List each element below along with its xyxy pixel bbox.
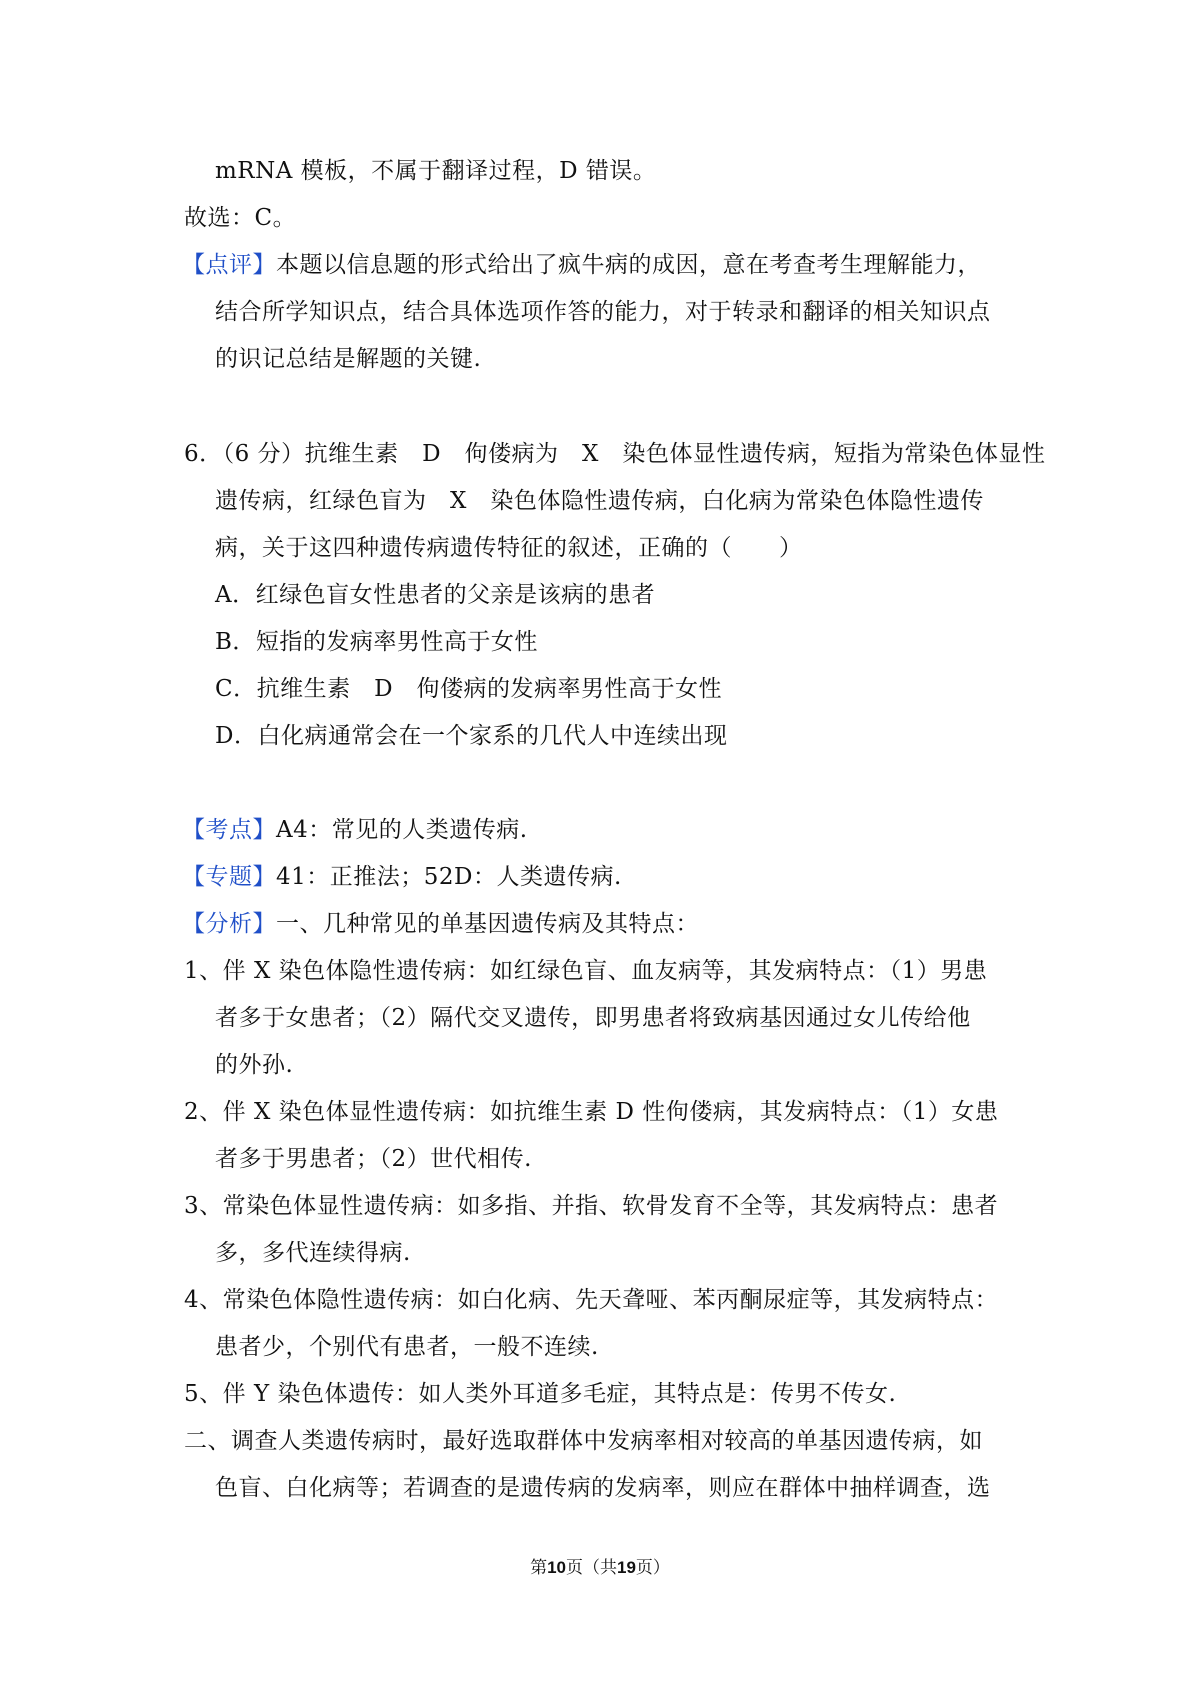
analysis-point: 5、伴 Y 染色体遗传：如人类外耳道多毛症，其特点是：传男不传女. bbox=[184, 1381, 897, 1407]
text-line: 患者少，个别代有患者，一般不连续. bbox=[215, 1334, 599, 1360]
page-number: 10 bbox=[547, 1558, 566, 1577]
analysis-point: 1、伴 X 染色体隐性遗传病：如红绿色盲、血友病等，其发病特点：（1）男患 bbox=[184, 958, 988, 984]
analysis-point: 3、常染色体显性遗传病：如多指、并指、软骨发育不全等，其发病特点：患者 bbox=[184, 1193, 999, 1219]
footer-suffix: 页） bbox=[635, 1558, 670, 1578]
option-c: C．抗维生素 D 佝偻病的发病率男性高于女性 bbox=[215, 676, 723, 702]
kaodian-text: A4：常见的人类遗传病. bbox=[276, 817, 528, 843]
footer-middle: 页（共 bbox=[566, 1558, 617, 1578]
fenxi-tag: 【分析】 bbox=[182, 911, 276, 937]
comment-text: 本题以信息题的形式给出了疯牛病的成因，意在考查考生理解能力， bbox=[276, 252, 981, 278]
footer-prefix: 第 bbox=[530, 1558, 548, 1578]
zhuanti-line bbox=[182, 862, 622, 892]
comment-line bbox=[182, 250, 981, 280]
comment-tag: 【点评】 bbox=[182, 252, 276, 278]
fenxi-line bbox=[182, 909, 699, 939]
zhuanti-tag: 【专题】 bbox=[182, 864, 276, 890]
kaodian-tag: 【考点】 bbox=[182, 817, 276, 843]
text-line: 结合所学知识点，结合具体选项作答的能力，对于转录和翻译的相关知识点 bbox=[215, 299, 991, 325]
option-d: D．白化病通常会在一个家系的几代人中连续出现 bbox=[215, 723, 728, 749]
text-line: 的识记总结是解题的关键. bbox=[215, 346, 482, 372]
question-stem: 病，关于这四种遗传病遗传特征的叙述，正确的（ ） bbox=[215, 535, 803, 561]
analysis-point: 二、调查人类遗传病时，最好选取群体中发病率相对较高的单基因遗传病，如 bbox=[184, 1428, 983, 1454]
analysis-point: 4、常染色体隐性遗传病：如白化病、先天聋哑、苯丙酮尿症等，其发病特点： bbox=[184, 1287, 999, 1313]
text-line: 的外孙. bbox=[215, 1052, 294, 1078]
text-line: 多，多代连续得病. bbox=[215, 1240, 411, 1266]
answer-line: 故选：C。 bbox=[184, 205, 297, 231]
question-stem: 遗传病，红绿色盲为 X 染色体隐性遗传病，白化病为常染色体隐性遗传 bbox=[215, 488, 984, 514]
option-a: A．红绿色盲女性患者的父亲是该病的患者 bbox=[215, 582, 656, 608]
total-pages: 19 bbox=[617, 1558, 636, 1577]
text-line: 色盲、白化病等；若调查的是遗传病的发病率，则应在群体中抽样调查，选 bbox=[215, 1475, 991, 1501]
option-b: B．短指的发病率男性高于女性 bbox=[215, 629, 538, 655]
question-stem: 6．（6 分）抗维生素 D 佝偻病为 X 染色体显性遗传病，短指为常染色体显性 bbox=[184, 441, 1046, 467]
text-line: 者多于女患者；（2）隔代交叉遗传，即男患者将致病基因通过女儿传给他 bbox=[215, 1005, 971, 1031]
analysis-point: 2、伴 X 染色体显性遗传病：如抗维生素 D 性佝偻病，其发病特点：（1）女患 bbox=[184, 1099, 999, 1125]
fenxi-text: 一、几种常见的单基因遗传病及其特点： bbox=[276, 911, 699, 937]
page-footer bbox=[0, 1557, 1200, 1579]
kaodian-line bbox=[182, 815, 528, 845]
text-line: mRNA 模板，不属于翻译过程，D 错误。 bbox=[215, 158, 657, 184]
zhuanti-text: 41：正推法；52D：人类遗传病. bbox=[276, 864, 622, 890]
text-line: 者多于男患者；（2）世代相传. bbox=[215, 1146, 532, 1172]
